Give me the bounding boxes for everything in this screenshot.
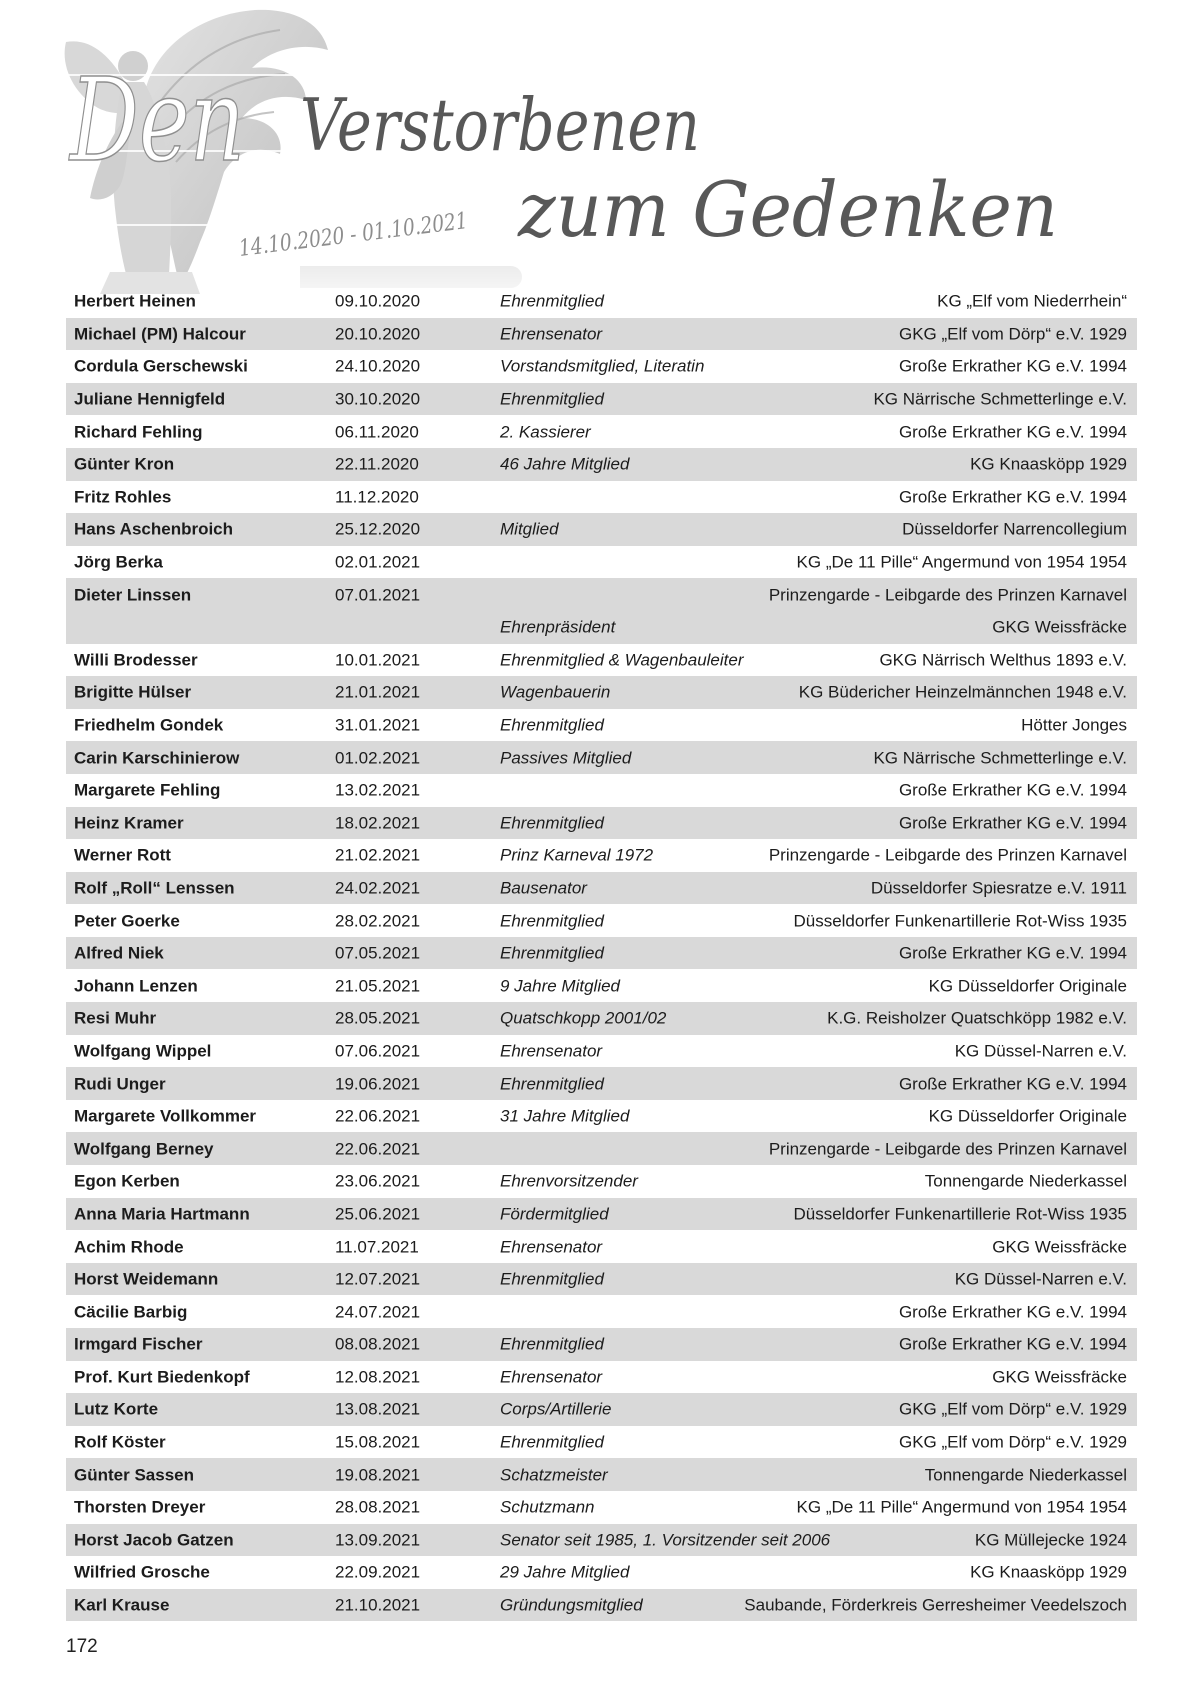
table-row xyxy=(66,318,1137,351)
name-cell: Thorsten Dreyer xyxy=(74,1497,206,1517)
table-row xyxy=(66,969,1137,1002)
date-cell: 08.08.2021 xyxy=(335,1334,421,1354)
memorial-table xyxy=(66,285,1137,1621)
date-cell: 21.05.2021 xyxy=(335,976,421,996)
organization-cell: KG „Elf vom Niederrhein“ xyxy=(937,291,1127,311)
date-cell: 02.01.2021 xyxy=(335,552,421,572)
organization-cell: Saubande, Förderkreis Gerresheimer Veedelszoch xyxy=(744,1595,1127,1615)
name-cell: Herbert Heinen xyxy=(74,291,196,311)
table-row xyxy=(66,1198,1137,1231)
organization-cell: KG Düsseldorfer Originale xyxy=(928,1106,1127,1126)
name-cell: Irmgard Fischer xyxy=(74,1334,203,1354)
date-cell: 22.06.2021 xyxy=(335,1106,421,1126)
date-cell: 12.08.2021 xyxy=(335,1367,421,1387)
table-row xyxy=(66,904,1137,937)
name-cell: Margarete Fehling xyxy=(74,780,221,800)
organization-cell: GKG „Elf vom Dörp“ e.V. 1929 xyxy=(898,324,1127,344)
organization-cell: GKG Weissfräcke xyxy=(992,1237,1127,1257)
organization-cell: KG „De 11 Pille“ Angermund von 1954 1954 xyxy=(796,552,1127,572)
date-cell: 18.02.2021 xyxy=(335,813,421,833)
table-row xyxy=(66,1002,1137,1035)
date-cell: 12.07.2021 xyxy=(335,1269,421,1289)
table-row xyxy=(66,741,1137,774)
organization-cell: GKG Närrisch Welthus 1893 e.V. xyxy=(879,650,1127,670)
organization-cell: GKG Weissfräcke xyxy=(992,1367,1127,1387)
name-cell: Alfred Niek xyxy=(74,943,164,963)
organization-cell: Prinzengarde - Leibgarde des Prinzen Karnavel xyxy=(768,585,1127,605)
organization-cell: KG Närrische Schmetterlinge e.V. xyxy=(873,748,1127,768)
role-cell: Ehrensenator xyxy=(500,1041,603,1061)
organization-cell: Tonnengarde Niederkassel xyxy=(924,1171,1127,1191)
organization-cell: KG Knaasköpp 1929 xyxy=(970,1562,1127,1582)
date-cell: 24.02.2021 xyxy=(335,878,421,898)
table-row xyxy=(66,546,1137,579)
table-row xyxy=(66,383,1137,416)
table-row xyxy=(66,1491,1137,1524)
date-cell: 24.07.2021 xyxy=(335,1302,421,1322)
role-cell: 31 Jahre Mitglied xyxy=(500,1106,630,1126)
role-cell: Fördermitglied xyxy=(500,1204,609,1224)
organization-cell: Tonnengarde Niederkassel xyxy=(924,1465,1127,1485)
name-cell: Brigitte Hülser xyxy=(74,682,192,702)
table-row xyxy=(66,1393,1137,1426)
organization-cell: GKG Weissfräcke xyxy=(992,617,1127,637)
name-cell: Cordula Gerschewski xyxy=(74,356,248,376)
name-cell: Heinz Kramer xyxy=(74,813,184,833)
table-row xyxy=(66,1589,1137,1622)
table-row xyxy=(66,578,1137,611)
name-cell: Egon Kerben xyxy=(74,1171,180,1191)
date-cell: 09.10.2020 xyxy=(335,291,421,311)
role-cell: Bausenator xyxy=(500,878,587,898)
table-row xyxy=(66,1165,1137,1198)
role-cell: Ehrenmitglied xyxy=(500,1269,604,1289)
organization-cell: Prinzengarde - Leibgarde des Prinzen Karnavel xyxy=(768,845,1127,865)
name-cell: Rudi Unger xyxy=(74,1074,166,1094)
organization-cell: Große Erkrather KG e.V. 1994 xyxy=(898,780,1127,800)
name-cell: Horst Jacob Gatzen xyxy=(74,1530,234,1550)
organization-cell: K.G. Reisholzer Quatschköpp 1982 e.V. xyxy=(827,1008,1127,1028)
name-cell: Cäcilie Barbig xyxy=(74,1302,188,1322)
date-cell: 25.12.2020 xyxy=(335,519,421,539)
date-cell: 19.06.2021 xyxy=(335,1074,421,1094)
date-cell: 06.11.2020 xyxy=(335,422,419,442)
role-cell: 2. Kassierer xyxy=(500,422,591,442)
title-word-verstorbenen: Verstorbenen xyxy=(300,83,700,167)
table-row xyxy=(66,448,1137,481)
organization-cell: KG Müllejecke 1924 xyxy=(974,1530,1127,1550)
name-cell: Johann Lenzen xyxy=(74,976,198,996)
date-cell: 28.05.2021 xyxy=(335,1008,421,1028)
name-cell: Richard Fehling xyxy=(74,422,203,442)
date-cell: 13.02.2021 xyxy=(335,780,421,800)
table-row xyxy=(66,872,1137,905)
table-row xyxy=(66,513,1137,546)
table-row xyxy=(66,611,1137,644)
organization-cell: KG Knaasköpp 1929 xyxy=(970,454,1127,474)
role-cell: Corps/Artillerie xyxy=(500,1399,612,1419)
role-cell: Ehrensenator xyxy=(500,324,603,344)
table-row xyxy=(66,1556,1137,1589)
table-row xyxy=(66,285,1137,318)
role-cell: Ehrensenator xyxy=(500,1367,603,1387)
role-cell: Schatzmeister xyxy=(500,1465,608,1485)
title-word-zum-gedenken: zum Gedenken xyxy=(517,165,1058,254)
table-row xyxy=(66,1132,1137,1165)
date-cell: 22.11.2020 xyxy=(335,454,419,474)
role-cell: Ehrenmitglied xyxy=(500,389,604,409)
date-cell: 07.05.2021 xyxy=(335,943,421,963)
organization-cell: KG Närrische Schmetterlinge e.V. xyxy=(873,389,1127,409)
name-cell: Rolf Köster xyxy=(74,1432,166,1452)
table-row xyxy=(66,415,1137,448)
table-row xyxy=(66,1524,1137,1557)
name-cell: Peter Goerke xyxy=(74,911,180,931)
role-cell: Ehrensenator xyxy=(500,1237,603,1257)
organization-cell: Große Erkrather KG e.V. 1994 xyxy=(898,1334,1127,1354)
organization-cell: Düsseldorfer Funkenartillerie Rot-Wiss 1935 xyxy=(793,911,1127,931)
name-cell: Willi Brodesser xyxy=(74,650,198,670)
name-cell: Karl Krause xyxy=(74,1595,170,1615)
page-header xyxy=(0,0,1191,300)
organization-cell: Große Erkrather KG e.V. 1994 xyxy=(898,1302,1127,1322)
date-cell: 19.08.2021 xyxy=(335,1465,421,1485)
date-cell: 07.01.2021 xyxy=(335,585,421,605)
date-cell: 01.02.2021 xyxy=(335,748,421,768)
organization-cell: GKG „Elf vom Dörp“ e.V. 1929 xyxy=(898,1432,1127,1452)
title-word-den: Den xyxy=(68,54,245,188)
role-cell: Prinz Karneval 1972 xyxy=(500,845,654,865)
organization-cell: Große Erkrather KG e.V. 1994 xyxy=(898,422,1127,442)
name-cell: Rolf „Roll“ Lenssen xyxy=(74,878,235,898)
organization-cell: KG Büdericher Heinzelmännchen 1948 e.V. xyxy=(798,682,1127,702)
name-cell: Wolfgang Wippel xyxy=(74,1041,212,1061)
role-cell: Passives Mitglied xyxy=(500,748,632,768)
table-row xyxy=(66,937,1137,970)
table-row xyxy=(66,1458,1137,1491)
role-cell: Quatschkopp 2001/02 xyxy=(500,1008,667,1028)
organization-cell: Große Erkrather KG e.V. 1994 xyxy=(898,356,1127,376)
date-cell: 28.08.2021 xyxy=(335,1497,421,1517)
organization-cell: KG „De 11 Pille“ Angermund von 1954 1954 xyxy=(796,1497,1127,1517)
organization-cell: Große Erkrather KG e.V. 1994 xyxy=(898,1074,1127,1094)
role-cell: Ehrenmitglied xyxy=(500,813,604,833)
name-cell: Dieter Linssen xyxy=(74,585,192,605)
role-cell: Mitglied xyxy=(500,519,559,539)
name-cell: Horst Weidemann xyxy=(74,1269,219,1289)
table-row xyxy=(66,1263,1137,1296)
name-cell: Günter Sassen xyxy=(74,1465,194,1485)
role-cell: Gründungsmitglied xyxy=(500,1595,643,1615)
table-row xyxy=(66,1426,1137,1459)
organization-cell: Große Erkrather KG e.V. 1994 xyxy=(898,813,1127,833)
date-cell: 21.10.2021 xyxy=(335,1595,421,1615)
organization-cell: Große Erkrather KG e.V. 1994 xyxy=(898,487,1127,507)
role-cell: Wagenbauerin xyxy=(500,682,611,702)
organization-cell: GKG „Elf vom Dörp“ e.V. 1929 xyxy=(898,1399,1127,1419)
date-cell: 21.02.2021 xyxy=(335,845,421,865)
date-range-label: 14.10.2020 - 01.10.2021 xyxy=(237,201,525,262)
organization-cell: Düsseldorfer Funkenartillerie Rot-Wiss 1935 xyxy=(793,1204,1127,1224)
organization-cell: Hötter Jonges xyxy=(1021,715,1127,735)
name-cell: Achim Rhode xyxy=(74,1237,184,1257)
page-number: 172 xyxy=(66,1636,98,1657)
role-cell: Ehrenvorsitzender xyxy=(500,1171,638,1191)
table-row xyxy=(66,1230,1137,1263)
table-row xyxy=(66,1067,1137,1100)
role-cell: Ehrenmitglied & Wagenbauleiter xyxy=(500,650,744,670)
role-cell: Ehrenmitglied xyxy=(500,1334,604,1354)
table-row xyxy=(66,709,1137,742)
role-cell: Schutzmann xyxy=(500,1497,595,1517)
role-cell: Ehrenmitglied xyxy=(500,291,604,311)
name-cell: Carin Karschinierow xyxy=(74,748,240,768)
organization-cell: Prinzengarde - Leibgarde des Prinzen Karnavel xyxy=(768,1139,1127,1159)
organization-cell: KG Düsseldorfer Originale xyxy=(928,976,1127,996)
date-cell: 20.10.2020 xyxy=(335,324,421,344)
name-cell: Anna Maria Hartmann xyxy=(74,1204,250,1224)
date-cell: 11.07.2021 xyxy=(335,1237,419,1257)
role-cell: Ehrenmitglied xyxy=(500,715,604,735)
organization-cell: Düsseldorfer Spiesratze e.V. 1911 xyxy=(870,878,1127,898)
name-cell: Juliane Hennigfeld xyxy=(74,389,226,409)
name-cell: Prof. Kurt Biedenkopf xyxy=(74,1367,250,1387)
name-cell: Fritz Rohles xyxy=(74,487,172,507)
date-cell: 07.06.2021 xyxy=(335,1041,421,1061)
date-cell: 28.02.2021 xyxy=(335,911,421,931)
role-cell: Ehrenmitglied xyxy=(500,1432,604,1452)
table-row xyxy=(66,1035,1137,1068)
name-cell: Margarete Vollkommer xyxy=(74,1106,257,1126)
table-row xyxy=(66,1328,1137,1361)
table-row xyxy=(66,1295,1137,1328)
date-cell: 13.08.2021 xyxy=(335,1399,421,1419)
date-cell: 10.01.2021 xyxy=(335,650,421,670)
role-cell: Vorstandsmitglied, Literatin xyxy=(500,356,705,376)
organization-cell: Düsseldorfer Narrencollegium xyxy=(902,519,1127,539)
role-cell: 29 Jahre Mitglied xyxy=(500,1562,630,1582)
name-cell: Michael (PM) Halcour xyxy=(74,324,246,344)
table-row xyxy=(66,1361,1137,1394)
table-row xyxy=(66,350,1137,383)
date-cell: 21.01.2021 xyxy=(335,682,421,702)
name-cell: Wilfried Grosche xyxy=(74,1562,210,1582)
table-row xyxy=(66,676,1137,709)
table-row xyxy=(66,1100,1137,1133)
organization-cell: KG Düssel-Narren e.V. xyxy=(954,1041,1127,1061)
table-row xyxy=(66,644,1137,677)
date-cell: 13.09.2021 xyxy=(335,1530,421,1550)
table-row xyxy=(66,774,1137,807)
date-cell: 31.01.2021 xyxy=(335,715,421,735)
role-cell: Ehrenpräsident xyxy=(500,617,616,637)
name-cell: Lutz Korte xyxy=(74,1399,159,1419)
date-cell: 23.06.2021 xyxy=(335,1171,421,1191)
date-cell: 22.06.2021 xyxy=(335,1139,421,1159)
organization-cell: Große Erkrather KG e.V. 1994 xyxy=(898,943,1127,963)
date-cell: 30.10.2020 xyxy=(335,389,421,409)
name-cell: Resi Muhr xyxy=(74,1008,157,1028)
role-cell: Ehrenmitglied xyxy=(500,1074,604,1094)
date-cell: 11.12.2020 xyxy=(335,487,419,507)
role-cell: Ehrenmitglied xyxy=(500,943,604,963)
name-cell: Werner Rott xyxy=(74,845,171,865)
table-row xyxy=(66,807,1137,840)
date-cell: 25.06.2021 xyxy=(335,1204,421,1224)
name-cell: Günter Kron xyxy=(74,454,175,474)
date-cell: 22.09.2021 xyxy=(335,1562,421,1582)
date-cell: 15.08.2021 xyxy=(335,1432,421,1452)
role-cell: Ehrenmitglied xyxy=(500,911,604,931)
role-cell: Senator seit 1985, 1. Vorsitzender seit 2006 xyxy=(500,1530,831,1550)
name-cell: Jörg Berka xyxy=(74,552,163,572)
name-cell: Hans Aschenbroich xyxy=(74,519,234,539)
organization-cell: KG Düssel-Narren e.V. xyxy=(954,1269,1127,1289)
table-row xyxy=(66,481,1137,514)
name-cell: Wolfgang Berney xyxy=(74,1139,214,1159)
page-title xyxy=(0,0,1191,300)
role-cell: 46 Jahre Mitglied xyxy=(500,454,630,474)
role-cell: 9 Jahre Mitglied xyxy=(500,976,621,996)
name-cell: Friedhelm Gondek xyxy=(74,715,224,735)
table-row xyxy=(66,839,1137,872)
date-cell: 24.10.2020 xyxy=(335,356,421,376)
